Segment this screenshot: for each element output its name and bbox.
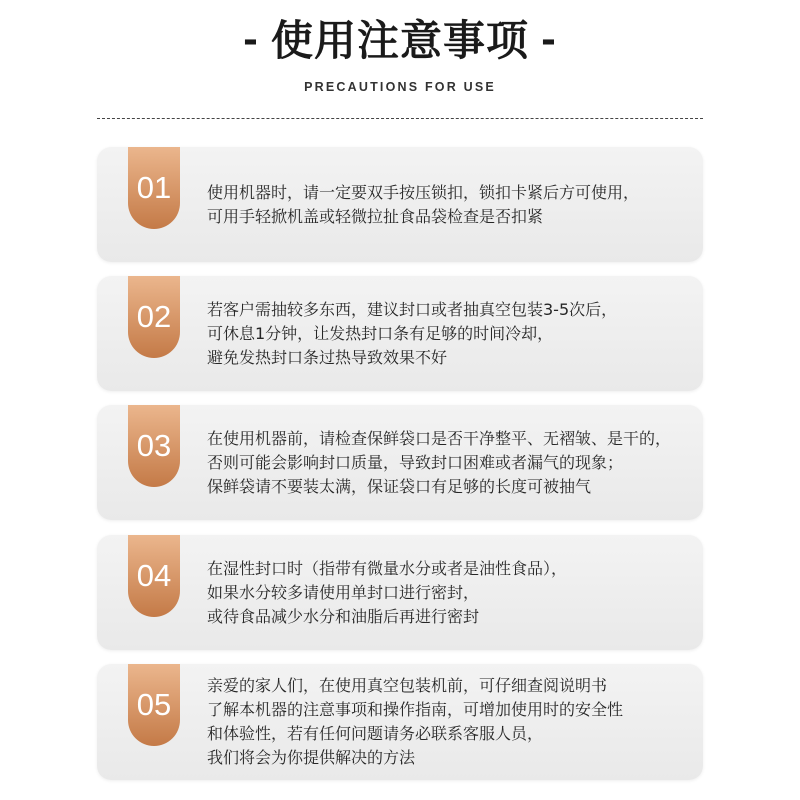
item-number: 01 — [136, 170, 172, 205]
number-badge — [128, 147, 180, 229]
item-number: 02 — [136, 299, 172, 334]
precaution-text-line: 可用手轻掀机盖或轻微拉扯食品袋检查是否扣紧 — [207, 206, 544, 226]
precaution-text-line: 避免发热封口条过热导致效果不好 — [207, 347, 448, 367]
precaution-text-line: 亲爱的家人们，在使用真空包装机前，可仔细查阅说明书 — [207, 676, 608, 695]
precaution-text-line: 和体验性，若有任何问题请务必联系客服人员， — [207, 724, 544, 743]
number-badge — [128, 405, 180, 487]
precaution-text-line: 在湿性封口时（指带有微量水分或者是油性食品）， — [207, 558, 568, 578]
precaution-card-01 — [97, 147, 703, 262]
precaution-text-line: 否则可能会影响封口质量，导致封口困难或者漏气的现象； — [207, 452, 624, 472]
precaution-card-05 — [97, 664, 703, 780]
title-dash-right: - — [541, 20, 557, 61]
number-badge — [128, 276, 180, 358]
title-text: 使用注意事项 — [270, 16, 529, 65]
precaution-text-line: 保鲜袋请不要装太满，保证袋口有足够的长度可被抽气 — [207, 476, 592, 496]
precaution-card-02 — [97, 276, 703, 391]
precaution-text-line: 若客户需抽较多东西，建议封口或者抽真空包装3-5次后， — [207, 299, 618, 319]
precaution-text-line: 我们将会为你提供解决的方法 — [207, 748, 416, 767]
precaution-text-line: 使用机器时，请一定要双手按压锁扣，锁扣卡紧后方可使用， — [207, 182, 640, 202]
item-number: 03 — [136, 428, 172, 463]
precaution-text — [207, 147, 639, 262]
dashed-divider — [97, 118, 703, 119]
precaution-text-line: 或待食品减少水分和油脂后再进行密封 — [207, 606, 480, 626]
precaution-text — [207, 535, 567, 650]
number-badge — [128, 535, 180, 617]
title-dash-left: - — [243, 20, 259, 61]
precaution-text-line: 在使用机器前，请检查保鲜袋口是否干净整平、无褶皱、是干的， — [207, 428, 672, 448]
precaution-card-04 — [97, 535, 703, 650]
precaution-text-line: 如果水分较多请使用单封口进行密封， — [207, 582, 480, 602]
precaution-card-03 — [97, 405, 703, 520]
precaution-text — [207, 276, 617, 391]
precaution-text-line: 了解本机器的注意事项和操作指南，可增加使用时的安全性 — [207, 700, 624, 719]
item-number: 04 — [136, 558, 172, 593]
page-subtitle: PRECAUTIONS FOR USE — [304, 80, 496, 94]
item-number: 05 — [136, 687, 172, 722]
precaution-text — [207, 664, 623, 780]
number-badge — [128, 664, 180, 746]
precaution-text — [207, 405, 671, 520]
page-title — [0, 14, 800, 68]
precaution-text-line: 可休息1分钟，让发热封口条有足够的时间冷却， — [207, 323, 554, 343]
